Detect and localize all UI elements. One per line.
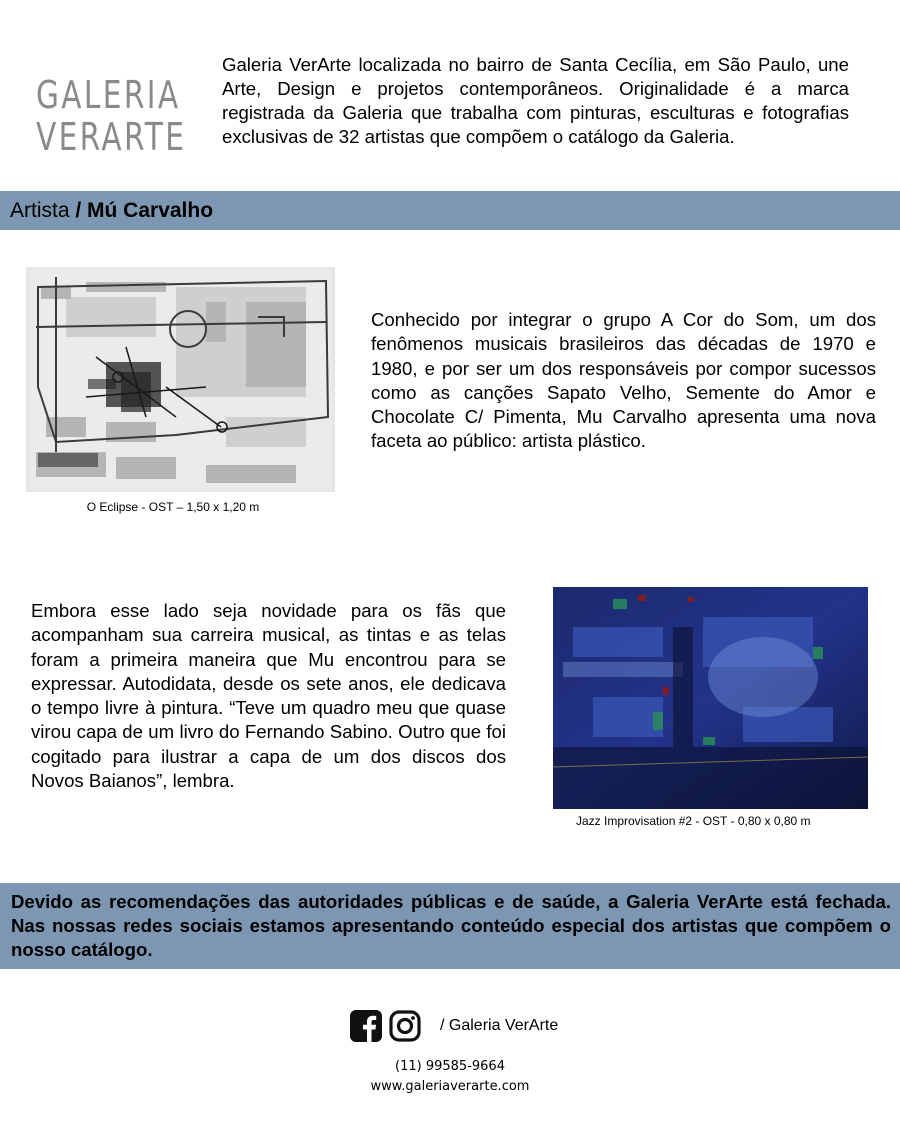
closure-notice-band	[0, 883, 900, 969]
facebook-icon[interactable]	[350, 1010, 382, 1042]
artwork-jazz-improvisation-image	[553, 587, 868, 809]
instagram-icon[interactable]	[389, 1010, 421, 1042]
artist-name: / Mú Carvalho	[75, 199, 214, 222]
artwork-jazz-improvisation-caption: Jazz Improvisation #2 - OST - 0,80 x 0,80 m	[576, 814, 811, 828]
contact-phone: (11) 99585-9664	[395, 1059, 505, 1074]
artist-band	[0, 191, 900, 230]
logo-line-1: GALERIA	[36, 73, 181, 117]
artist-heading-prefix: Artista	[10, 199, 70, 222]
social-handle: / Galeria VerArte	[440, 1017, 559, 1034]
intro-paragraph: Galeria VerArte localizada no bairro de Santa Cecília, em São Paulo, une Arte, Design e projetos contemporâneos. Originalidade é a marca registrada da Galeria que trabalha com pinturas, esculturas e fotografias exclusivas de 32 artistas que compõem o catálogo da Galeria.	[222, 54, 849, 147]
artist-bio-paragraph-2: Embora esse lado seja novidade para os fãs que acompanham sua carreira musical, as tintas e as telas foram a primeira maneira que Mu encontrou para se expressar. Autodidata, desde os sete anos, ele dedicava o tempo livre à pintura. “Teve um quadro meu que quase virou capa de um livro do Fernando Sabino. Outro que foi cogitado para ilustrar a capa de um dos discos dos Novos Baianos”, lembra.	[31, 600, 506, 792]
closure-notice-text: Devido as recomendações das autoridades públicas e de saúde, a Galeria VerArte está fechada. Nas nossas redes sociais estamos apresentando conteúdo especial dos artistas que compõem o nosso catálogo.	[11, 891, 891, 960]
gallery-logo	[36, 73, 187, 159]
artist-bio-paragraph-1: Conhecido por integrar o grupo A Cor do Som, um dos fenômenos musicais brasileiros das décadas de 1970 e 1980, e por ser um dos responsáveis por compor sucessos como as canções Sapato Velho, Semente do Amor e Chocolate C/ Pimenta, Mu Carvalho apresenta uma nova faceta ao público: artista plástico.	[371, 309, 876, 452]
artist-heading	[10, 199, 213, 223]
artwork-eclipse-image	[26, 267, 335, 492]
artwork-eclipse-caption: O Eclipse - OST – 1,50 x 1,20 m	[86, 500, 260, 514]
contact-website[interactable]: www.galeriaverarte.com	[370, 1079, 530, 1094]
logo-line-2: VERARTE	[36, 115, 187, 159]
